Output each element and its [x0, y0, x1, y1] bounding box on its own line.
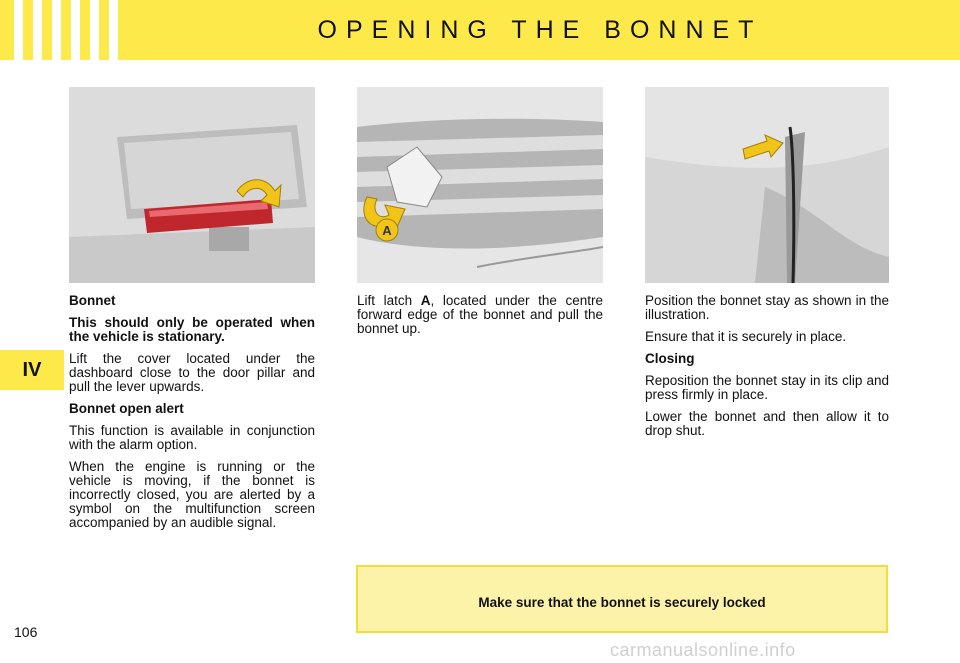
page-number: 106 [14, 624, 38, 640]
chapter-tab [0, 350, 64, 390]
latch-instructions [357, 294, 603, 336]
closing-reposition: Reposition the bonnet stay in its clip and press firmly in place. [645, 373, 889, 402]
header-stripe [33, 0, 42, 60]
header-bar [0, 0, 960, 60]
header-stripe [14, 0, 23, 60]
section-heading-bonnet: Bonnet [69, 293, 116, 308]
header-stripe [109, 0, 118, 60]
stay-position: Position the bonnet stay as shown in the illustration. [645, 293, 889, 322]
warning-box [356, 565, 888, 633]
stay-secure: Ensure that it is securely in place. [645, 329, 847, 344]
watermark: carmanualsonline.info [610, 640, 796, 660]
header-stripe [52, 0, 61, 60]
warning-text: Make sure that the bonnet is securely locked [478, 595, 766, 610]
column-latch [357, 294, 603, 344]
latch-text-start: Lift latch [357, 293, 421, 308]
column-bonnet [69, 294, 315, 538]
latch-marker-label: A [382, 223, 392, 238]
column-stay [645, 294, 889, 446]
latch-photo [357, 87, 603, 283]
latch-text-end: , located under the centre forward edge of the bonnet and pull the bonnet up. [357, 293, 603, 336]
page-title: OPENING THE BONNET [317, 16, 763, 44]
alert-description: When the engine is running or the vehicle is moving, if the bonnet is incorrectly closed, you are alerted by a symbol on the multifunction screen accompanied by an audible signal. [69, 459, 315, 530]
chapter-tab-label: IV [22, 359, 42, 381]
section-heading-closing: Closing [645, 351, 695, 366]
stationary-warning: This should only be operated when the vehicle is stationary. [69, 315, 315, 344]
bonnet-lever-photo [69, 87, 315, 283]
bonnet-instructions: Lift the cover located under the dashboard close to the door pillar and pull the lever upwards. [69, 351, 315, 394]
section-heading-alert: Bonnet open alert [69, 401, 184, 416]
closing-lower: Lower the bonnet and then allow it to drop shut. [645, 409, 889, 438]
latch-label: A [420, 293, 431, 308]
header-stripe [90, 0, 99, 60]
alert-availability: This function is available in conjunction with the alarm option. [69, 423, 315, 452]
bonnet-stay-photo [645, 87, 889, 283]
header-stripe [71, 0, 80, 60]
